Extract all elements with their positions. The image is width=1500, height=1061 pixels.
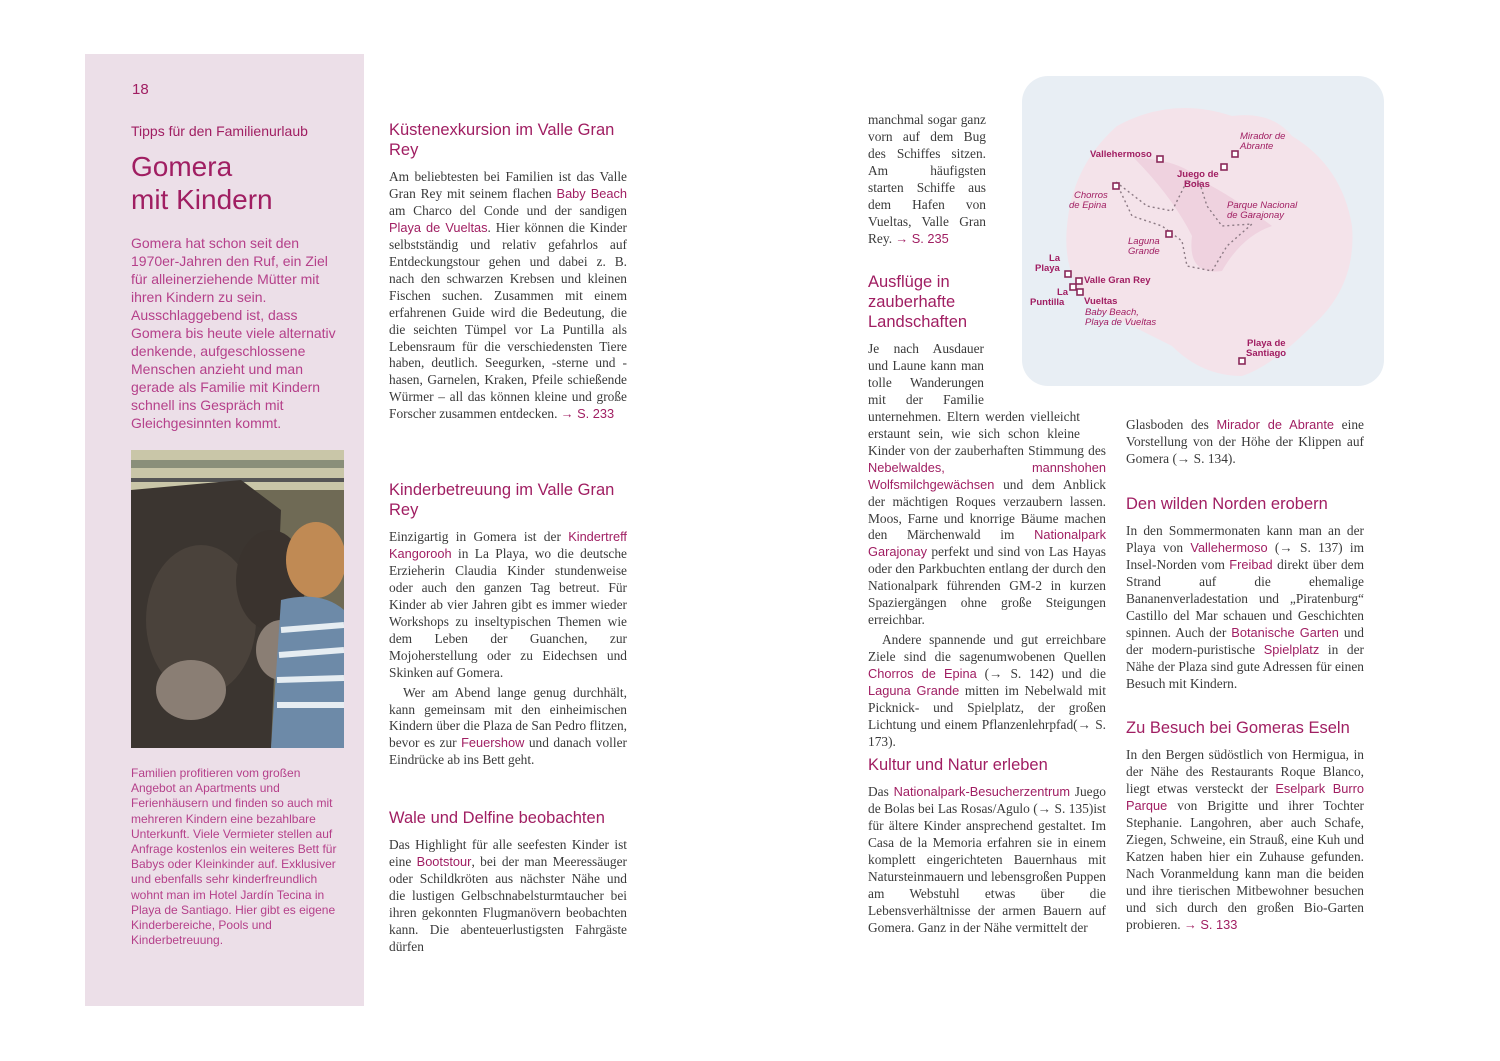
title-line: mit Kindern <box>131 184 273 215</box>
map-label: Bolas <box>1184 179 1210 190</box>
map-float-spacer <box>1080 392 1106 428</box>
map-label: Puntilla <box>1030 297 1065 308</box>
paragraph <box>868 784 1106 937</box>
cross-reference-link[interactable]: Botanische Garten <box>1231 624 1339 640</box>
page-number: 18 <box>132 81 149 98</box>
map-label: Valle Gran Rey <box>1084 275 1151 286</box>
body-text: (→ S. 142) und die <box>976 666 1107 682</box>
cross-reference-link[interactable]: Spielplatz <box>1263 641 1320 657</box>
section-wale <box>389 808 627 956</box>
cross-reference-link[interactable]: Baby Beach <box>556 185 627 201</box>
map-label: Mirador de <box>1240 131 1286 142</box>
body-text: Juego de Bolas bei Las Rosas/Agulo (→ S. 135)ist für ältere Kinder ansprechend gestaltet. Im Casa de la Memoria erfahren sie in einem komplett eingerichteten Bauernhaus mit Natursteinmauern und lebensgroßen Puppen am Webstuhl etwas über die Lebensverhältnisse der armen Bauern auf Gomera. Ganz in der Nähe vermittelt der <box>868 784 1106 935</box>
body-text: und dem Anblick der mächtigen Roques verzaubern lassen. Moos, Farne und knorrige Bäume machen den Märchenwald im <box>868 476 1106 543</box>
paragraph <box>868 632 1106 751</box>
section-heading: Zu Besuch bei Gomeras Eseln <box>1126 719 1350 737</box>
map-label: Laguna <box>1128 236 1160 247</box>
cross-reference-link[interactable]: Laguna Grande <box>868 683 960 699</box>
body-text: Wer am Abend lange genug durchhält, kann gemeinsam mit den einheimischen Kindern über die Plaza de San Pedro flitzen, bevor es zur <box>389 684 627 751</box>
body-text: Einzigartig in Gomera ist der <box>389 529 569 544</box>
body-text: Das <box>868 784 894 799</box>
chapter-kicker: Tipps für den Familienurlaub <box>131 123 308 139</box>
cross-reference-link[interactable]: Freibad <box>1229 556 1273 572</box>
body-text: in La Playa, wo die deutsche Erzieherin Claudia Kinder stundenweise oder auch den ganzen Tag betreut. Für Kinder ab vier Jahren gibt es immer wieder Workshops zu inseltypischen Themen wie dem Leben der Guanchen, zur Mojoherstellung oder zu Eidechsen und Skinken auf Gomera. <box>389 545 627 680</box>
body-text: mitten im Nebelwald mit Picknick- und Spielplatz, der großen Lichtung und einem Pflanzenlehrpfad(→ S. 173). <box>868 683 1106 749</box>
section-kuesten <box>389 120 627 423</box>
body-text: Je nach Ausdauer und Laune kann man tolle Wanderungen mit der Familie unternehmen. Eltern werden vielleicht erstaunt sein, wie sich schon kleine Kinder von der zauberhaften Stimmung des <box>868 341 1106 458</box>
body-text: In den Sommermonaten kann man an der Playa von <box>1126 523 1364 555</box>
section-heading: Küstenexkursion im Valle Gran Rey <box>389 121 615 159</box>
photo-caption: Familien profitieren vom großen Angebot an Apartments und Ferienhäusern und finden so auch mit mehreren Kindern eine bezahlbare Unterkunft. Viele Vermieter stellen auf Anfrage kostenlos ein weiteres Bett für Babys oder Kleinkinder auf. Exklusiver und ebenfalls sehr kinderfreundlich wohnt man im Hotel Jardín Tecina in Playa de Santiago. Hier gibt es eigene Kinderbereiche, Pools und Kinderbetreuung. <box>131 766 337 948</box>
title-line: Gomera <box>131 151 233 182</box>
section-heading: Kultur und Natur erleben <box>868 756 1048 774</box>
cross-reference-link[interactable]: Chorros de Epina <box>868 666 977 682</box>
section-wale-continued <box>868 112 986 248</box>
body-text: manchmal sogar ganz vorn auf dem Bug des Schiffes sitzen. Am häufigsten starten Schiffe aus dem Hafen von Vueltas, Valle Gran Rey. <box>868 112 986 246</box>
map-label: Playa <box>1035 263 1060 274</box>
paragraph <box>868 112 986 248</box>
map-label: Vallehermoso <box>1090 149 1152 160</box>
photo-donkeys-child <box>131 450 344 748</box>
cross-reference-link[interactable]: Playa de Vueltas <box>389 219 488 235</box>
map-label: Grande <box>1128 246 1160 257</box>
body-text: von Brigitte und ihrer Tochter Stephanie. Langohren, aber auch Schafe, Ziegen, Schweine, ein Strauß, eine Kuh und Katzen haben hier ein Zuhause gefunden. Nach Voranmeldung kann man die beiden und ihre tierischen Mitbewohner besuchen und sich durch den großen Bio-Garten probieren. <box>1126 797 1364 932</box>
body-text: direkt über dem Strand auf die ehemalige Bananenverladestation und „Piratenburg“ Castillo del Mar schauen und Geschichten spinnen. Auch der <box>1126 556 1364 640</box>
map-label: Playa de <box>1247 338 1286 349</box>
cross-reference-link[interactable]: Eselpark Burro Parque <box>1126 780 1364 813</box>
page-title <box>131 150 351 216</box>
paragraph <box>1126 747 1364 933</box>
map-label: Baby Beach, <box>1085 307 1139 318</box>
cross-reference-link[interactable]: → S. 235 <box>895 230 949 246</box>
map-label: Abrante <box>1240 141 1274 152</box>
cross-reference-link[interactable]: Nationalpark Garajonay <box>868 527 1106 560</box>
body-text: und der modern-puristische <box>1126 624 1364 657</box>
cross-reference-link[interactable]: Mirador de Abrante <box>1216 417 1334 432</box>
body-text: Andere spannende und gut erreichbare Ziele sind die sagenumwobenen Quellen <box>868 632 1106 665</box>
map-label: Santiago <box>1246 348 1287 359</box>
section-kultur-continued <box>1126 417 1364 468</box>
cross-reference-link[interactable]: Vallehermoso <box>1190 539 1268 555</box>
map-label: Playa de Vueltas <box>1085 317 1157 328</box>
cross-reference-link[interactable]: Kindertreff Kangorooh <box>389 529 627 561</box>
map-label: La <box>1049 253 1061 264</box>
body-text: Glasboden des <box>1126 417 1217 432</box>
section-heading: Ausflüge in zauberhafte Landschaften <box>868 273 968 331</box>
paragraph <box>389 837 627 956</box>
body-text: Am beliebtesten bei Familien ist das Valle Gran Rey mit seinem flachen <box>389 169 627 201</box>
map-label: Parque Nacional <box>1227 200 1298 211</box>
body-text: perfekt und sind von Las Hayas oder den Parkbuchten entlang der durch den Nationalpark führenden GM-2 in kurzen Spaziergängen ohne große Steigungen erreichbar. <box>868 544 1106 628</box>
cross-reference-link[interactable]: → S. 133 <box>1184 916 1238 932</box>
section-heading: Kinderbetreuung im Valle Gran Rey <box>389 481 615 519</box>
body-text: in der Nähe der Plaza sind gute Adressen für einen Besuch mit Kindern. <box>1126 641 1364 691</box>
map-label: de Garajonay <box>1227 210 1285 221</box>
body-text: eine Vorstellung von der Höhe der Klippen auf Gomera (→ S. 134). <box>1126 417 1364 466</box>
body-text: . Hier können die Kinder selbstständig und relativ gefahrlos auf Entdeckungstour gehen und dabei z. B. nach den schwarzen Krebsen und kleinen Fischen suchen. Zusammen mit einem erfahrenen Guide wird die Bedeutung, die die seichten Tümpel vor La Puntilla als Lebensraum für die verschiedensten Tiere haben, deutlich. Seegurken, -sterne und -hasen, Garnelen, Kraken, Pfeile schießende Würmer – all das können kleine und große Forscher zusammen entdecken. <box>389 219 627 422</box>
map-label: Chorros <box>1074 190 1108 201</box>
section-norden <box>1126 494 1364 693</box>
body-text: und danach voller Eindrücke ab ins Bett geht. <box>389 735 627 768</box>
map-la-gomera <box>1022 76 1384 386</box>
cross-reference-link[interactable]: Bootstour <box>416 853 472 869</box>
body-text: (→ S. 137) im Insel-Norden vom <box>1126 539 1365 572</box>
section-eseln <box>1126 718 1364 933</box>
map-label: de Epina <box>1069 200 1107 211</box>
body-text: Das Highlight für alle seefesten Kinder ist eine <box>389 837 627 869</box>
body-text: am Charco del Conde und der sandigen <box>389 202 627 218</box>
section-kinderbetreuung <box>389 480 627 769</box>
map-label: Juego de <box>1177 169 1219 180</box>
paragraph <box>389 685 627 770</box>
intro-text: Gomera hat schon seit den 1970er-Jahren den Ruf, ein Ziel für alleinerziehende Mütter mit ihren Kindern zu sein. Ausschlaggebend ist, dass Gomera bis heute viele alternativ denkende, aufgeschlossene Menschen anzieht und man gerade als Familie mit Kindern schnell ins Gespräch mit Gleichgesinnten kommt. <box>131 235 336 431</box>
map-label: Vueltas <box>1084 296 1118 307</box>
cross-reference-link[interactable]: → S. 233 <box>560 406 615 422</box>
cross-reference-link[interactable]: Nebelwaldes, mannshohen Wolfsmilchgewächsen <box>868 459 1106 492</box>
section-kultur <box>868 755 1106 937</box>
paragraph <box>389 529 627 682</box>
map-label: La <box>1057 287 1069 298</box>
paragraph <box>1126 523 1364 693</box>
section-heading: Wale und Delfine beobachten <box>389 809 605 827</box>
paragraph <box>389 169 627 423</box>
paragraph <box>1126 417 1364 468</box>
section-heading: Den wilden Norden erobern <box>1126 495 1328 513</box>
body-text: In den Bergen südöstlich von Hermigua, in der Nähe des Restaurants Roque Blanco, liegt etwas versteckt der <box>1126 747 1364 796</box>
body-text: , bei der man Meeressäuger oder Schildkröten aus nächster Nähe und die lustigen Gelbschnabelsturmtaucher bei ihren gekonnten Flugmanövern beobachten kann. Die abenteuerlustigsten Fahrgäste dürfen <box>389 853 628 954</box>
cross-reference-link[interactable]: Nationalpark-Besucherzentrum <box>893 784 1070 799</box>
cross-reference-link[interactable]: Feuershow <box>461 735 525 751</box>
